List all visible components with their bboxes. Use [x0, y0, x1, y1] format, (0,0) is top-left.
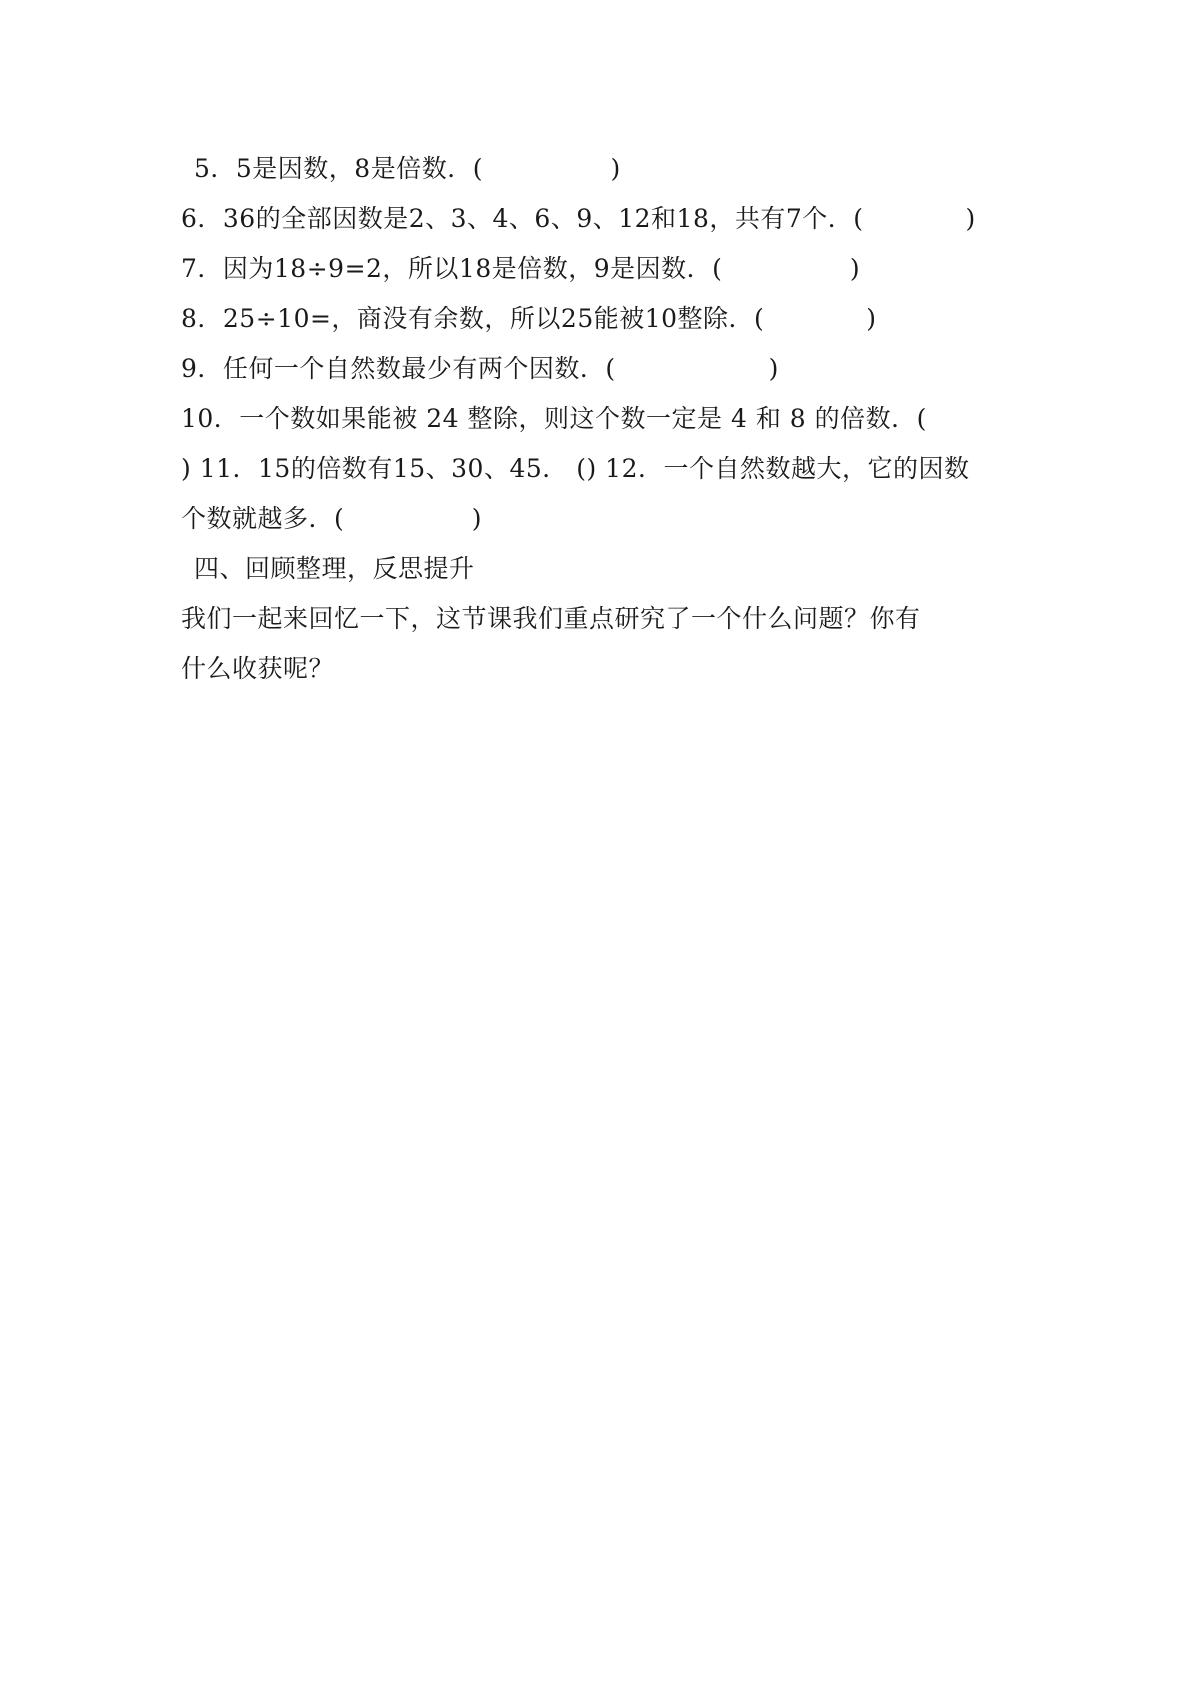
review-paragraph-line-2: 什么收获呢？ [181, 654, 335, 683]
question-6: 6．36的全部因数是2、3、4、6、9、12和18，共有7个．( ) [181, 204, 976, 233]
question-12-continued: 个数就越多．( ) [181, 504, 483, 533]
question-10: 10．一个数如果能被 24 整除，则这个数一定是 4 和 8 的倍数．( [181, 404, 927, 433]
question-8: 8．25÷10=，商没有余数，所以25能被10整除．( ) [181, 304, 877, 333]
question-7: 7．因为18÷9=2，所以18是倍数，9是因数．( ) [181, 254, 861, 283]
review-paragraph-line-1: 我们一起来回忆一下，这节课我们重点研究了一个什么问题？你有 [181, 604, 921, 633]
question-11-12: ) 11．15的倍数有15、30、45． () 12．一个自然数越大，它的因数 [181, 454, 970, 483]
question-9: 9．任何一个自然数最少有两个因数．( ) [181, 354, 779, 383]
section-heading: 四、回顾整理，反思提升 [194, 554, 475, 583]
question-5: 5．5是因数，8是倍数．( ) [194, 154, 621, 183]
